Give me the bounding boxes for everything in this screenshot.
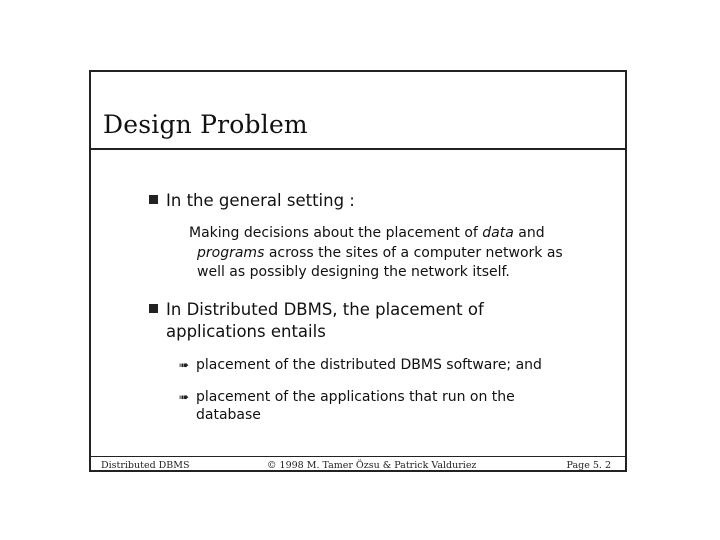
emphasis-programs: programs xyxy=(197,244,265,261)
paragraph-line-1: Making decisions about the placement of data and xyxy=(189,225,545,241)
emphasis-data: data xyxy=(482,225,514,241)
paragraph-line-3: well as possibly designing the network itself. xyxy=(197,264,510,280)
bullet-text-line-2: applications entails xyxy=(166,322,326,341)
title-divider xyxy=(91,148,625,150)
subitem-text-line-2: database xyxy=(196,407,261,423)
footer-divider xyxy=(91,456,625,457)
square-bullet-icon xyxy=(149,304,158,313)
footer-page-number: Page 5. 2 xyxy=(566,460,611,471)
footer-left: Distributed DBMS xyxy=(101,460,190,471)
slide xyxy=(89,70,627,472)
subitem-text-line-1: placement of the applications that run on the xyxy=(196,389,515,405)
bullet-text: In the general setting : xyxy=(166,191,355,210)
definition-paragraph xyxy=(189,224,563,283)
arrow-bullet-icon: ➠ xyxy=(179,358,190,372)
subitem-text: placement of the distributed DBMS software; and xyxy=(196,357,542,373)
footer-copyright: © 1998 M. Tamer Özsu & Patrick Valduriez xyxy=(267,460,477,471)
slide-title: Design Problem xyxy=(103,110,308,139)
square-bullet-icon xyxy=(149,195,158,204)
arrow-bullet-icon: ➠ xyxy=(179,390,190,404)
paragraph-line-2: programs across the sites of a computer network as xyxy=(197,244,563,261)
bullet-text-line-1: In Distributed DBMS, the placement of xyxy=(166,300,484,319)
